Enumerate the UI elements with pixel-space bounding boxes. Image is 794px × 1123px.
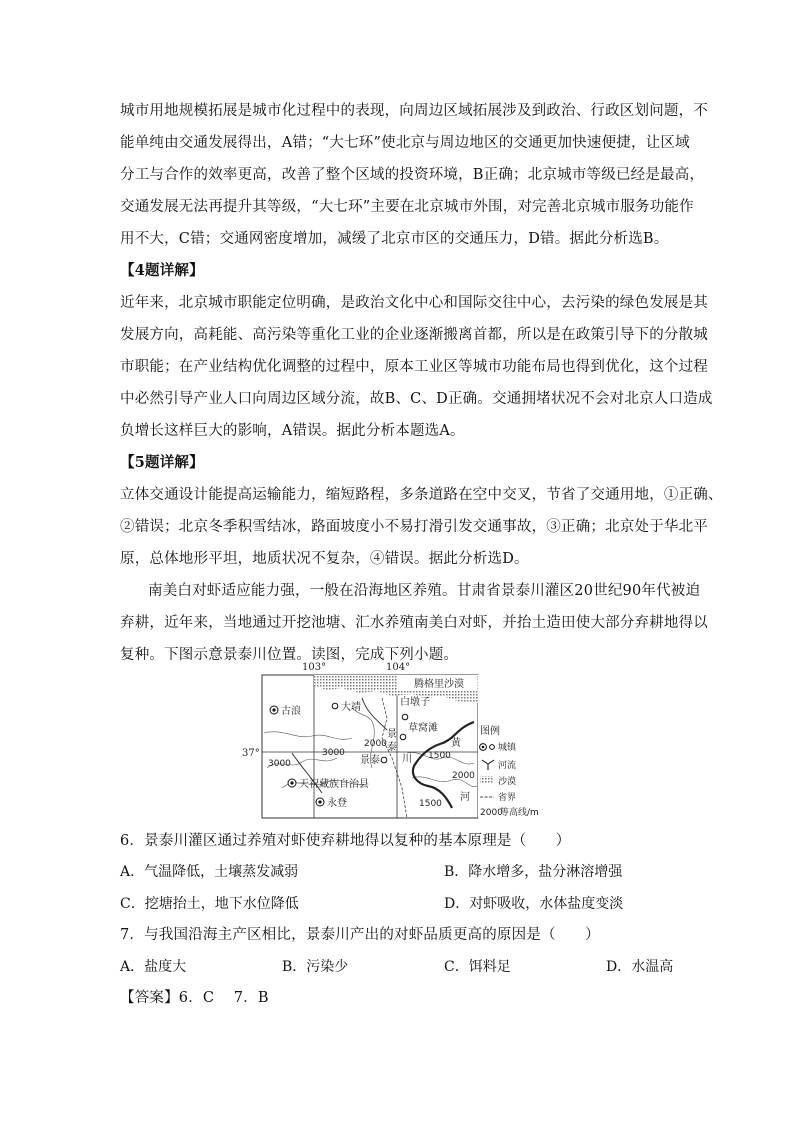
legend-river: 河流 [498, 761, 517, 771]
question-7-stem: 7．与我国沿海主产区相比，景泰川产出的对虾品质更高的原因是（ ） [120, 927, 600, 943]
text-line: 中必然引导产业人口向周边区域分流，故B、C、D正确。交通拥堵状况不会对北京人口造成 [120, 391, 713, 407]
town-tianzhu [288, 777, 369, 790]
text-line: 弃耕，近年来，当地通过开挖池塘、汇水养殖南美白对虾，并抬土造田使大部分弃耕地得以 [120, 615, 708, 631]
latitude-label: 37° [242, 748, 260, 759]
region-label: 泰 [387, 742, 397, 753]
text-line: 原，总体地形平坦，地质状况不复杂，④错误。据此分析选D。 [120, 551, 529, 567]
text-line: 市职能；在产业结构优化调整的过程中，原本工业区等城市功能布局也得到优化，这个过程 [120, 359, 708, 375]
text-line: 分工与合作的效率更高，改善了整个区域的投资环境，B正确；北京城市等级已经是最高， [120, 167, 705, 183]
svg-text:古浪: 古浪 [281, 706, 301, 717]
legend-contour-sample: 2000 [480, 808, 503, 818]
contour-label: 2000 [452, 771, 475, 781]
text-line: 用不大，C错；交通网密度增加，减缓了北京市区的交通压力，D错。据此分析选B。 [120, 231, 669, 247]
text-line: ②错误；北京冬季积雪结冰，路面坡度小不易打滑引发交通事故，③正确；北京处于华北平 [120, 519, 708, 535]
section-heading-q4: 【4题详解】 [120, 262, 204, 279]
svg-text:大靖: 大靖 [341, 702, 361, 713]
section-heading-q5: 【5题详解】 [120, 454, 204, 471]
text-line: 负增长这样巨大的影响，A错误。据此分析本题选A。 [120, 423, 465, 439]
text-line: 近年来，北京城市职能定位明确，是政治文化中心和国际交往中心，去污染的绿色发展是其 [120, 295, 708, 311]
text-line: 交通发展无法再提升其等级，“大七环”主要在北京城市外围，对完善北京城市服务功能作 [120, 199, 694, 215]
contour-label: 1500 [428, 751, 451, 761]
longitude-label: 104° [386, 662, 411, 673]
svg-text:景泰: 景泰 [360, 755, 380, 766]
q7-option-c: C．饵料足 [444, 959, 511, 975]
q6-option-c: C．挖塘抬土，地下水位降低 [120, 896, 299, 912]
river-label: 河 [460, 792, 470, 803]
q7-option-a: A．盐度大 [120, 959, 187, 975]
text-line: 复种。下图示意景泰川位置。读图，完成下列小题。 [120, 647, 459, 663]
longitude-label: 103° [302, 662, 327, 673]
legend-desert: 沙漠 [498, 777, 517, 787]
legend-boundary: 省界 [498, 793, 517, 803]
text-line: 城市用地规模拓展是城市化过程中的表现，向周边区域拓展涉及到政治、行政区划问题，不 [120, 103, 708, 119]
river-label: 黄 [451, 738, 461, 749]
q6-option-b: B．降水增多，盐分淋溶增强 [444, 864, 623, 880]
region-label: 川 [402, 754, 412, 765]
contour-label: 3000 [322, 748, 345, 758]
question-6-stem: 6．景泰川灌区通过养殖对虾使弃耕地得以复种的基本原理是（ ） [120, 833, 571, 849]
text-line: 立体交通设计能提高运输能力，缩短路程，多条道路在空中交叉，节省了交通用地，①正确、 [120, 487, 723, 503]
svg-text:永登: 永登 [327, 798, 347, 809]
svg-text:天祝藏族自治县: 天祝藏族自治县 [299, 779, 369, 790]
text-line: 发展方向，高耗能、高污染等重化工业的企业逐渐搬离首都，所以是在政策引导下的分散城 [120, 327, 708, 343]
text-line: 南美白对虾适应能力强，一般在沿海地区养殖。甘肃省景泰川灌区20世纪90年代被迫 [148, 583, 701, 599]
text-line: 能单纯由交通发展得出，A错；“大七环”使北京与周边地区的交通更加快速便捷，让区域 [120, 135, 690, 151]
svg-text:草窝滩: 草窝滩 [408, 723, 438, 734]
contour-label: 1500 [419, 799, 442, 809]
q7-option-d: D．水温高 [606, 959, 674, 975]
q6-option-d: D．对虾吸收，水体盐度变淡 [444, 896, 624, 912]
legend-town: 城镇 [498, 743, 517, 753]
contour-label: 2000 [364, 739, 387, 749]
answer-line: 【答案】6．C 7．B [120, 990, 269, 1006]
legend-title: 图例 [480, 726, 500, 737]
desert-label: 腾格里沙漠 [414, 679, 464, 690]
legend-contour: 等高线/m [500, 808, 539, 818]
q7-option-b: B．污染少 [282, 959, 349, 975]
svg-text:白墩子: 白墩子 [400, 697, 430, 708]
jingtaichuan-location-map [242, 658, 539, 818]
contour-label: 3000 [268, 759, 291, 769]
q6-option-a: A．气温降低，土壤蒸发减弱 [120, 864, 299, 880]
region-label: 景 [387, 729, 397, 740]
